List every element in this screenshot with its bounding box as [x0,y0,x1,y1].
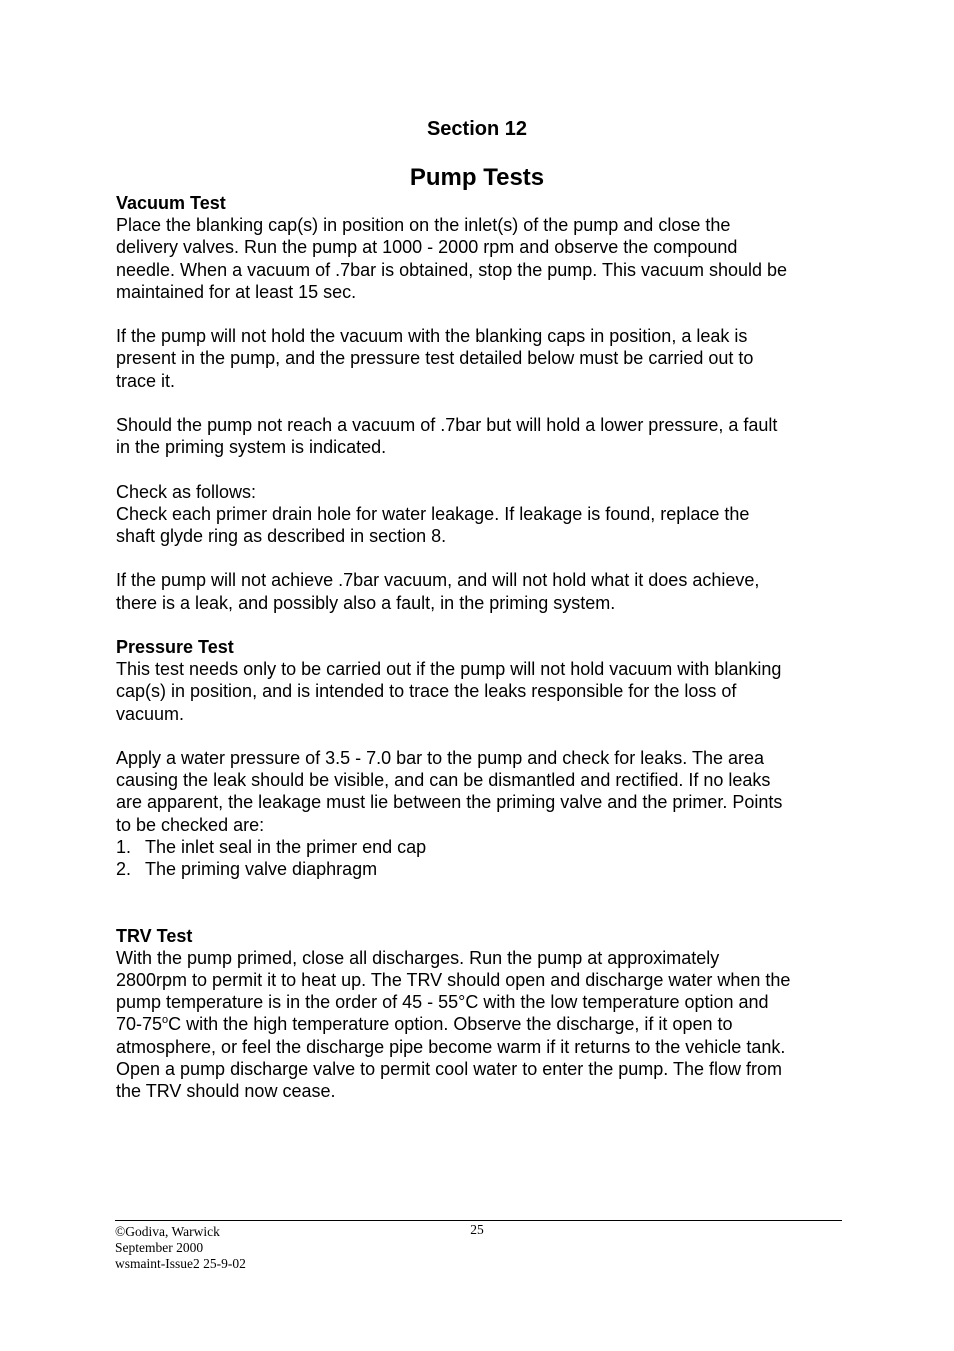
pressure-paragraph-2-line: are apparent, the leakage must lie between the priming valve and the primer. Points [116,792,783,813]
pressure-test-heading: Pressure Test [116,636,234,657]
trv-paragraph-line: atmosphere, or feel the discharge pipe become warm if it returns to the vehicle tank. [116,1036,786,1057]
section-title: Section 12 [426,118,528,140]
trv-paragraph-line: the TRV should now cease. [116,1081,336,1102]
document-body [116,192,846,1102]
trv-line-text: C with the high temperature option. Observe the discharge, if it open to [168,1014,733,1035]
vacuum-paragraph-5-line: If the pump will not achieve .7bar vacuum, and will not hold what it does achieve, [116,570,760,591]
trv-paragraph-line: Open a pump discharge valve to permit cool water to enter the pump. The flow from [116,1058,782,1079]
pressure-paragraph-1-line: This test needs only to be carried out if the pump will not hold vacuum with blanking [116,659,782,680]
vacuum-paragraph-1-line: delivery valves. Run the pump at 1000 - 2000 rpm and observe the compound [116,237,738,258]
vacuum-paragraph-4-line: shaft glyde ring as described in section 8. [116,526,447,546]
list-text: The inlet seal in the primer end cap [145,836,427,857]
page-title: Pump Tests [409,164,545,191]
page-number: 25 [470,1222,484,1237]
list-text: The priming valve diaphragm [145,859,378,879]
vacuum-paragraph-2-line: If the pump will not hold the vacuum with the blanking caps in position, a leak is [116,326,748,347]
trv-paragraph-line [116,1013,846,1035]
pressure-paragraph-2-line: to be checked are: [116,814,265,835]
vacuum-test-heading: Vacuum Test [116,193,226,213]
footer-divider [115,1220,842,1221]
vacuum-paragraph-4-line: Check each primer drain hole for water leakage. If leakage is found, replace the [116,503,750,524]
footer-doc-ref: wsmaint-Issue2 25-9-02 [115,1256,246,1271]
list-item [116,858,846,880]
vacuum-paragraph-3-line: Should the pump not reach a vacuum of .7bar but will hold a lower pressure, a fault [116,415,778,435]
footer-date: September 2000 [115,1240,204,1255]
list-number: 2. [116,859,132,879]
pressure-paragraph-2-line: causing the leak should be visible, and can be dismantled and rectified. If no leaks [116,770,771,791]
trv-paragraph-line: pump temperature is in the order of 45 - 55°C with the low temperature option and [116,992,769,1013]
pressure-paragraph-1-line: vacuum. [116,703,185,724]
trv-paragraph-line: 2800rpm to permit it to heat up. The TRV should open and discharge water when the [116,970,791,990]
degree-superscript: o [162,1014,169,1027]
vacuum-paragraph-4-line: Check as follows: [116,481,257,502]
temperature-value: 70-75 [116,1014,163,1035]
vacuum-paragraph-3-line: in the priming system is indicated. [116,437,387,458]
pressure-paragraph-2-line: Apply a water pressure of 3.5 - 7.0 bar to the pump and check for leaks. The area [116,747,765,768]
list-number: 1. [116,836,132,857]
vacuum-paragraph-1-line: needle. When a vacuum of .7bar is obtained, stop the pump. This vacuum should be [116,259,788,280]
vacuum-paragraph-1-line: maintained for at least 15 sec. [116,281,357,302]
vacuum-paragraph-1-line: Place the blanking cap(s) in position on the inlet(s) of the pump and close the [116,215,731,236]
footer-copyright: ©Godiva, Warwick [115,1224,220,1239]
list-item [116,836,846,858]
trv-test-heading: TRV Test [116,925,193,946]
trv-paragraph-line: With the pump primed, close all discharges. Run the pump at approximately [116,947,720,968]
vacuum-paragraph-2-line: present in the pump, and the pressure test detailed below must be carried out to [116,348,754,369]
vacuum-paragraph-5-line: there is a leak, and possibly also a fault, in the priming system. [116,592,616,613]
pressure-paragraph-1-line: cap(s) in position, and is intended to trace the leaks responsible for the loss of [116,681,737,702]
vacuum-paragraph-2-line: trace it. [116,370,176,391]
